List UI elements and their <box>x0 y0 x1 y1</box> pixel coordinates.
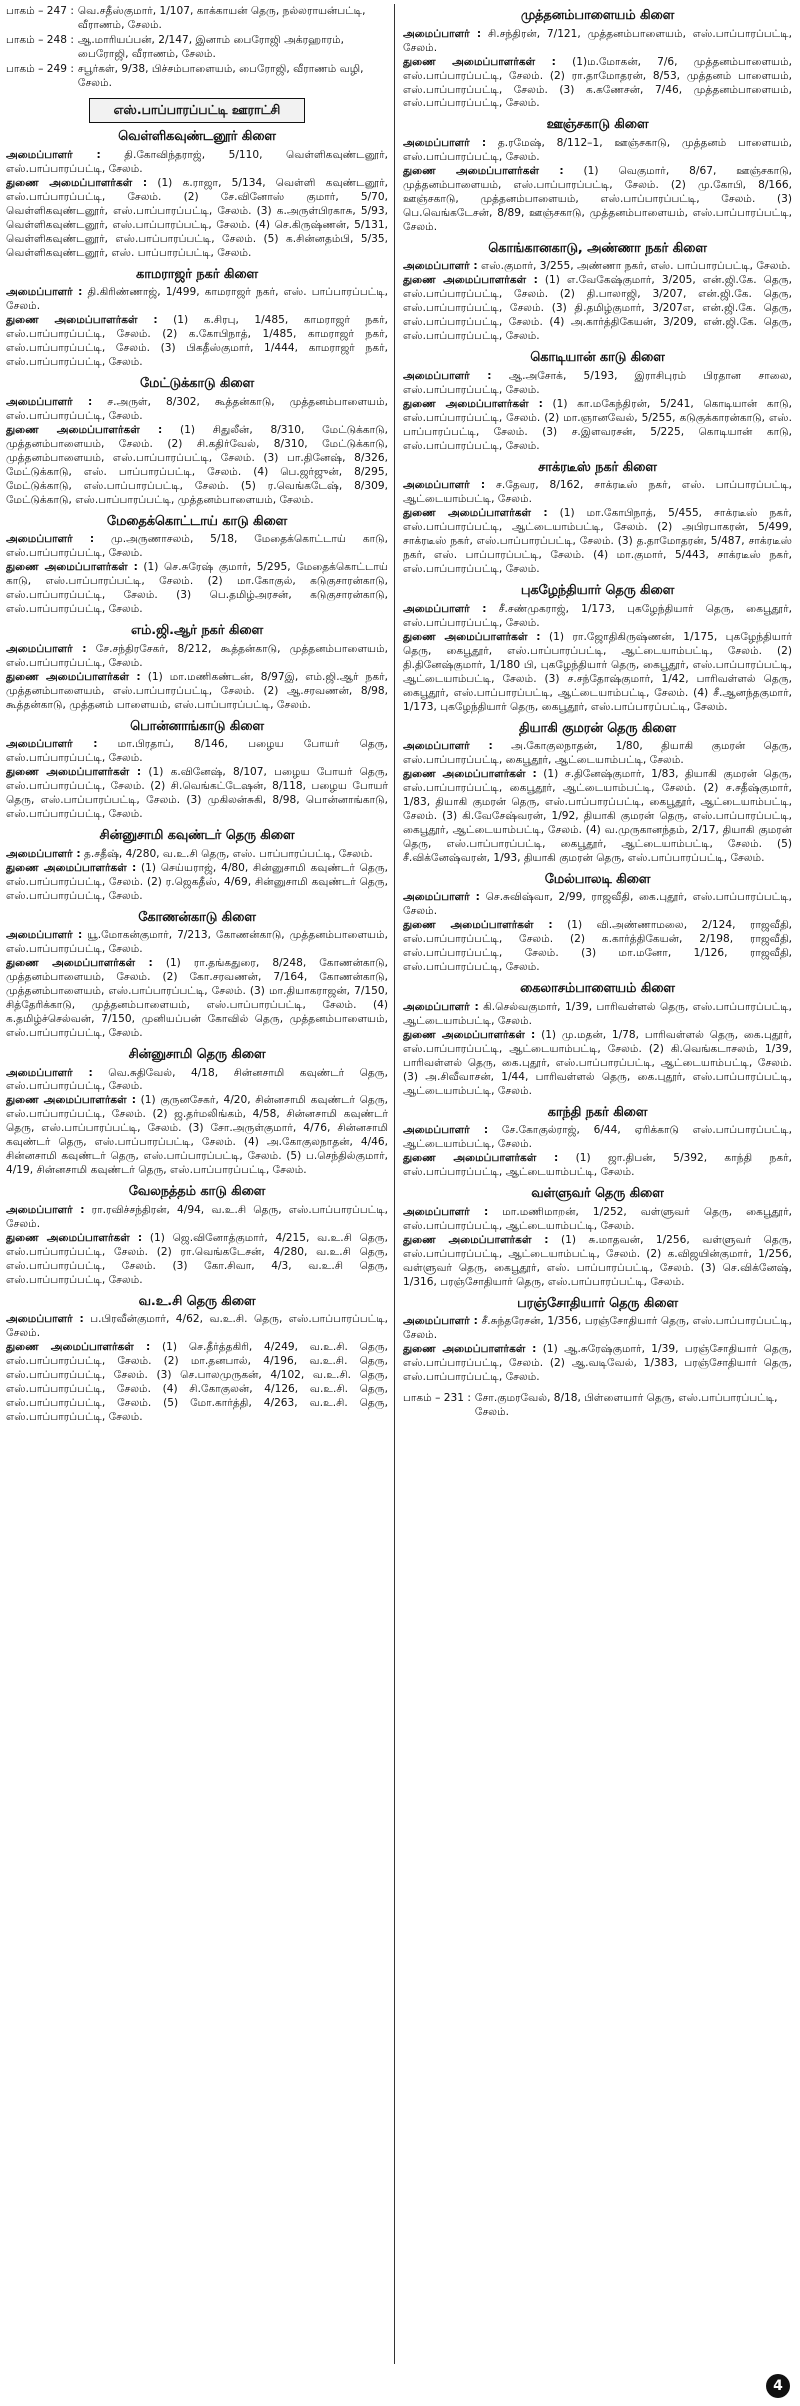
branch-section <box>403 1186 792 1289</box>
branch-section <box>6 376 388 507</box>
organizer-label: அமைப்பாளர் : <box>403 260 478 273</box>
organizer-entry <box>6 1313 388 1341</box>
organizer-text: சீ.சண்முகராஜ், 1/173, புகழேந்தியார் தெரு, கைபூதூர், எஸ்.பாப்பாரப்பட்டி, சேலம். <box>403 602 792 629</box>
union-title-banner: எஸ்.பாப்பாரப்பட்டி ஊராட்சி <box>89 98 305 123</box>
left-branch-list <box>6 129 388 1425</box>
deputy-organizers-entry <box>6 957 388 1041</box>
organizer-entry <box>403 370 792 398</box>
organizer-text: அ.கோகுலநாதன், 1/80, தியாகி குமரன் தெரு, எஸ்.பாப்பாரப்பட்டி, கைபூதூர், ஆட்டையாம்பட்டி, சேலம். <box>403 740 792 767</box>
deputy-organizers-label: துணை அமைப்பாளர்கள் : <box>6 177 148 190</box>
bagam-text: ஆ.மாரியப்பன், 2/147, இனாம் பைரோஜி அக்ரஹாரம், பைரோஜி, வீராணம், சேலம். <box>77 34 344 61</box>
bagam-number: பாகம் – 247 : <box>6 5 74 17</box>
bagam-number: பாகம் – 248 : <box>6 34 74 47</box>
deputy-organizers-label: துணை அமைப்பாளர்கள் : <box>403 507 548 520</box>
branch-title: முத்தனம்பாளையம் கிளை <box>520 8 675 23</box>
deputy-organizers-entry <box>6 766 388 822</box>
bagam-text: சோ.குமரவேல், 8/18, பிள்ளையார் தெரு, எஸ்.பாப்பாரப்பட்டி, சேலம். <box>474 1392 778 1419</box>
right-column <box>403 4 792 2364</box>
branch-section <box>6 910 388 1041</box>
organizer-label: அமைப்பாளர் : <box>6 847 81 860</box>
branch-title: தியாகி குமரன் தெரு கிளை <box>519 720 676 736</box>
deputy-organizers-text: (1) செ.சுரேஷ் குமார், 5/295, மேதைக்கொட்டாய் காடு, எஸ்.பாப்பாரப்பட்டி, சேலம். (2) மா.கோகுல், கடுகுசாரன்காடு, எஸ்.பாப்பாரப்பட்டி, சேலம். (3) பெ.தமிழ்அரசன், கடுகுசாரன்காடு, எஸ்.பாப்பாரப்பட்டி, சேலம். <box>6 561 389 616</box>
organizer-label: அமைப்பாளர் : <box>403 1124 489 1137</box>
deputy-organizers-entry <box>6 1232 388 1288</box>
deputy-organizers-text: (1) சிதுலீன், 8/310, மேட்டுக்காடு, முத்தனம்பாளையம், சேலம். (2) சி.கதிர்வேல், 8/310, மேட்டுக்காடு, முத்தனம்பாளையம், எஸ்.பாப்பாரப்பட்டி, சேலம். (3) பா.தினேஷ், 8/326, மேட்டுக்காடு, எஸ். பாப்பாரப்பட்டி, சேலம். (4) பெ.ஜர்ஜுன், 8/295, மேட்டுக்காடு, எஸ்.பாப்பாரப்பட்டி, சேலம். (5) ர.வெங்கடேஷ், 8/309, மேட்டுக்காடு, எஸ்.பாப்பாரப்பட்டி, முத்தனம்பாளையம், சேலம். <box>6 423 389 506</box>
deputy-organizers-text: (1) க.சிரபு, 1/485, காமராஜர் நகர், எஸ்.பாப்பாரப்பட்டி, சேலம். (2) க.கோபிநாத், 1/485, காமராஜர் நகர், எஸ்.பாப்பாரப்பட்டி, சேலம். (3) பிகதீஸ்குமார், 1/444, காமராஜர் நகர், எஸ்.பாப்பாரப்பட்டி, சேலம். <box>6 314 388 369</box>
deputy-organizers-text: (1) ரா.ஜோதிகிருஷ்ணன், 1/175, புகழேந்தியார் தெரு, கைபூதூர், எஸ்.பாப்பாரப்பட்டி, ஆட்டையாம்பட்டி, சேலம். (2) தி.தினேஷ்குமார், 1/180 பி, புகழேந்தியார் தெரு, கைபூதூர், எஸ்.பாப்பாரப்பட்டி, ஆட்டையாம்பட்டி, சேலம். (3) ச.சந்தோஷ்குமார், 1/42, பாரிவள்ளல் தெரு, கைபூதூர், எஸ்.பாப்பாரப்பட்டி, ஆட்டையாம்பட்டி, சேலம். (4) சீ.ஆனந்தகுமார், 1/173, புகழேந்தியார் தெரு, கைபூதூர், எஸ்.பாப்பாரப்பட்டி, சேலம். <box>403 630 792 713</box>
organizer-text: மா.பிரதாப், 8/146, பழைய போயர் தெரு, எஸ்.பாப்பாரப்பட்டி, சேலம். <box>6 738 388 765</box>
deputy-organizers-entry <box>6 177 388 261</box>
branch-title: கொடியான் காடு கிளை <box>530 350 665 366</box>
bagam-text: சபூர்கள், 9/38, பிச்சம்பாளையம், பைரோஜி, வீராணம் வழி, சேலம். <box>77 63 364 90</box>
deputy-organizers-label: துணை அமைப்பாளர்கள் : <box>6 1341 151 1354</box>
deputy-organizers-entry <box>6 1094 388 1178</box>
branch-title: கைலாசம்பாளையம் கிளை <box>520 981 675 997</box>
organizer-entry <box>6 643 388 671</box>
organizer-entry <box>403 260 792 274</box>
bagam-entry <box>6 33 388 61</box>
branch-title: கொங்கானகாடு, அண்ணா நகர் கிளை <box>488 240 707 256</box>
organizer-text: ரா.ரவிச்சந்திரன், 4/94, வ.உ.சி தெரு, எஸ்.பாப்பாரப்பட்டி, சேலம். <box>6 1203 388 1230</box>
deputy-organizers-text: (1) வெகுமார், 8/67, ஊஞ்சகாடு, முத்தனம்பாளையம், எஸ்.பாப்பாரப்பட்டி, சேலம். (2) மு.கோபி, 8/166, ஊஞ்சகாடு, முத்தனம்பாளையம், எஸ்.பாப்பாரப்பட்டி, சேலம். (3) பெ.வெங்கடேசன், 8/89, ஊஞ்சகாடு, முத்தனம்பாளையம், எஸ்.பாப்பாரப்பட்டி, சேலம். <box>403 165 792 233</box>
deputy-organizers-label: துணை அமைப்பாளர்கள் : <box>403 55 556 68</box>
deputy-organizers-label: துணை அமைப்பாளர்கள் : <box>6 1231 143 1244</box>
bottom-bagam <box>403 1391 792 1419</box>
branch-section <box>403 721 792 866</box>
deputy-organizers-entry <box>403 398 792 454</box>
organizer-text: த.ரமேஷ், 8/112–1, ஊஞ்சகாடு, முத்தனம் பாளையம், எஸ்.பாப்பாரப்பட்டி, சேலம். <box>403 137 792 164</box>
organizer-text: சீ.சுந்தரேசன், 1/356, பரஞ்சோதியார் தெரு, எஸ்.பாப்பாரப்பட்டி, சேலம். <box>403 1315 792 1342</box>
deputy-organizers-text: (1) ச.தினேஷ்குமார், 1/83, தியாகி குமரன் தெரு, எஸ்.பாப்பாரப்பட்டி, கைபூதூர், ஆட்டையாம்பட்டி, சேலம். (2) ச.சதீஷ்குமார், 1/83, தியாகி குமரன் தெரு, எஸ்.பாப்பாரப்பட்டி, கைபூதூர், ஆட்டையாம்பட்டி, சேலம். (3) கி.வேசேஷ்வரன், 1/92, தியாகி குமரன் தெரு, எஸ்.பாப்பாரப்பட்டி, கைபூதூர், ஆட்டையாம்பட்டி, சேலம். (4) வ.முருகானந்தம், 2/17, தியாகி குமரன் தெரு, எஸ்.பாப்பாரப்பட்டி, கைபூதூர், ஆட்டையாம்பட்டி, சேலம். (5) சீ.விக்னேஷ்வரன், 1/93, தியாகி குமரன் தெரு, எஸ்.பாப்பாரப்பட்டி, சேலம். <box>403 768 792 864</box>
left-column <box>6 4 395 2364</box>
organizer-entry <box>6 1067 388 1095</box>
organizer-text: கி.செல்வகுமார், 1/39, பாரிவள்ளல் தெரு, எஸ்.பாப்பாரப்பட்டி, ஆட்டையாம்பட்டி, சேலம். <box>403 1000 792 1027</box>
organizer-entry <box>6 533 388 561</box>
branch-section <box>6 267 388 370</box>
branch-title: ஊஞ்சகாடு கிளை <box>546 117 649 133</box>
deputy-organizers-label: துணை அமைப்பாளர்கள் : <box>6 314 158 327</box>
organizer-label: அமைப்பாளர் : <box>6 533 95 546</box>
organizer-entry <box>403 1124 792 1152</box>
organizer-text: தி.கோவிந்தராஜ், 5/110, வெள்ளிகவுண்டனூர், எஸ்.பாப்பாரப்பட்டி, சேலம். <box>6 149 388 176</box>
bagam-entry <box>6 62 388 90</box>
branch-section <box>403 460 792 577</box>
deputy-organizers-text: (1) ரா.தங்கதுரை, 8/248, கோணன்காடு, முத்தனம்பாளையம், சேலம். (2) கோ.சரவணன், 7/164, கோணன்காடு, முத்தனம்பாளையம், எஸ்.பாப்பாரப்பட்டி, சேலம். (3) மா.தியாகராஜன், 7/150, சித்தேரிக்காடு, முத்தனம்பாளையம், எஸ்.பாப்பாரப்பட்டி, சேலம். (4) க.தமிழ்ச்செல்வன், 7/150, முனியப்பன் கோவில் தெரு, முத்தனம்பாளையம், எஸ்.பாப்பாரப்பட்டி, சேலம். <box>6 957 388 1039</box>
deputy-organizers-text: (1) ஜா.திபன், 5/392, காந்தி நகர், எஸ்.பாப்பாரப்பட்டி, ஆட்டையாம்பட்டி, சேலம். <box>403 1152 792 1179</box>
branch-section <box>6 623 388 712</box>
deputy-organizers-entry <box>403 919 792 975</box>
deputy-organizers-text: (1) க.வினேஷ், 8/107, பழைய போயர் தெரு, எஸ்.பாப்பாரப்பட்டி, சேலம். (2) சி.வெங்கட்டேஷன், 8/118, பழைய போயர் தெரு, எஸ்.பாப்பாரப்பட்டி, சேலம். (3) முகிலன்சுகி, 8/98, பொன்னாங்காடு, எஸ்.பாப்பாரப்பட்டி, சேலம். <box>6 766 389 821</box>
deputy-organizers-text: (1) குருனசேகர், 4/20, சின்னசாமி கவுண்டர் தெரு, எஸ்.பாப்பாரப்பட்டி, சேலம். (2) ஜ.தர்மலிங்கம், 4/58, சின்னசாமி கவுண்டர் தெரு, எஸ்.பாப்பாரப்பட்டி, சேலம். (3) சோ.அருள்குமார், 4/76, சின்னசாமி கவுண்டர் தெரு, எஸ்.பாப்பாரப்பட்டி, சேலம். (4) அ.கோகுலநாதன், 4/46, சின்னசாமி கவுண்டர் தெரு, எஸ்.பாப்பாரப்பட்டி, சேலம். (5) ப.செந்தில்குமார், 4/19, சின்னசாமி கவுண்டர் தெரு, எஸ்.பாப்பாரப்பட்டி, சேலம். <box>6 1094 389 1177</box>
organizer-label: அமைப்பாளர் : <box>403 602 487 615</box>
deputy-organizers-entry <box>403 1029 792 1099</box>
deputy-organizers-label: துணை அமைப்பாளர்கள் : <box>6 1094 136 1107</box>
branch-title: பரஞ்சோதியார் தெரு கிளை <box>517 1295 678 1311</box>
branch-section <box>6 514 388 617</box>
deputy-organizers-label: துணை அமைப்பாளர்கள் : <box>403 1233 549 1246</box>
branch-section <box>403 117 792 234</box>
page-number: 4 <box>766 2374 790 2398</box>
branch-section <box>6 1047 388 1178</box>
deputy-organizers-label: துணை அமைப்பாளர்கள் : <box>6 670 141 683</box>
organizer-entry <box>403 479 792 507</box>
organizer-label: அமைப்பாளர் : <box>403 891 480 904</box>
deputy-organizers-text: (1) சு.மாதவன், 1/256, வள்ளுவர் தெரு, எஸ்.பாப்பாரப்பட்டி, ஆட்டையாம்பட்டி, சேலம். (2) க.விஜயின்குமார், 1/256, வள்ளுவர் தெரு, கைபூதூர், எஸ். பாப்பாரப்பட்டி, சேலம். (3) செ.விக்னேஷ், 1/316, பரஞ்சோதியார் தெரு, எஸ்.பாப்பாரப்பட்டி, சேலம். <box>403 1233 792 1288</box>
organizer-label: அமைப்பாளர் : <box>6 738 98 751</box>
branch-section <box>403 350 792 453</box>
organizer-text: ஆ.அசோக், 5/193, இராசிபுரம் பிரதான சாலை, எஸ்.பாப்பாரப்பட்டி, சேலம். <box>403 369 792 396</box>
organizer-label: அமைப்பாளர் : <box>403 369 492 382</box>
branch-title: வ.உ.சி தெரு கிளை <box>138 1293 256 1309</box>
branch-section <box>6 1294 388 1425</box>
deputy-organizers-label: துணை அமைப்பாளர்கள் : <box>403 768 537 781</box>
branch-section <box>6 828 388 904</box>
organizer-text: தி.கிரிண்ணாஜ், 1/499, காமராஜர் நகர், எஸ். பாப்பாரப்பட்டி, சேலம். <box>6 286 388 313</box>
branch-section <box>403 241 792 344</box>
deputy-organizers-text: (1) எ.வேகேஷ்குமார், 3/205, என்.ஜி.கே. தெரு, எஸ்.பாப்பாரப்பட்டி, சேலம். (2) தி.பாலாஜி, 3/207, என்.ஜி.கே. தெரு, எஸ்.பாப்பாரப்பட்டி, சேலம். (3) தி.தமிழ்குமார், 3/207எ, என்.ஜி.கே. தெரு, எஸ்.பாப்பாரப்பட்டி, சேலம். (4) அ.கார்த்திகேயன், 3/209, என்.ஜி.கே. தெரு, எஸ்.பாப்பாரப்பட்டி, சேலம். <box>403 274 792 343</box>
branch-title: பொன்னாங்காடு கிளை <box>130 718 264 734</box>
branch-title: காமராஜர் நகர் கிளை <box>136 266 258 282</box>
branch-title: மேட்டுக்காடு கிளை <box>139 376 255 392</box>
bagam-entry <box>6 4 388 32</box>
bagam-text: வெ.சதீஸ்குமார், 1/107, காக்காயன் தெரு, நல்லராயன்பட்டி, வீராணம், சேலம். <box>77 5 366 32</box>
organizer-entry <box>6 396 388 424</box>
deputy-organizers-text: (1) ஆ.சுரேஷ்குமார், 1/39, பரஞ்சோதியார் தெரு, எஸ்.பாப்பாரப்பட்டி, சேலம். (2) ஆ.வடிவேல், 1/383, பரஞ்சோதியார் தெரு, எஸ்.பாப்பாரப்பட்டி, சேலம். <box>403 1343 792 1384</box>
deputy-organizers-entry <box>403 165 792 235</box>
deputy-organizers-text: (1)ம.மோகன், 7/6, முத்தனம்பாளையம், எஸ்.பாப்பாரப்பட்டி, சேலம். (2) ரா.தாமோதரன், 8/53, முத்தனம் பாளையம், எஸ்.பாப்பாரப்பட்டி, சேலம். (3) க.கணேசன், 7/46, முத்தனம்பாளையம், எஸ்.பாப்பாரப்பட்டி, சேலம். <box>403 55 792 110</box>
deputy-organizers-label: துணை அமைப்பாளர்கள் : <box>403 165 564 177</box>
organizer-text: எஸ்.குமார், 3/255, அண்ணா நகர், எஸ். பாப்பாரப்பட்டி, சேலம். <box>481 260 791 273</box>
organizer-entry <box>403 603 792 631</box>
organizer-label: அமைப்பாளர் : <box>6 929 83 942</box>
deputy-organizers-label: துணை அமைப்பாளர்கள் : <box>6 861 137 874</box>
deputy-organizers-text: (1) செ.தீர்த்தகிரி, 4/249, வ.உ.சி. தெரு, எஸ்.பாப்பாரப்பட்டி, சேலம். (2) மா.தனபால், 4/196, வ.உ.சி. தெரு, எஸ்.பாப்பாரப்பட்டி, சேலம். (3) செ.பாலமுருகன், 4/102, வ.உ.சி. தெரு, எஸ்.பாப்பாரப்பட்டி, சேலம். (4) சி.கோகுலன், 4/126, வ.உ.சி. தெரு, எஸ்.பாப்பாரப்பட்டி, சேலம். (5) மோ.கார்த்தி, 4/263, வ.உ.சி. தெரு, எஸ்.பாப்பாரப்பட்டி, சேலம். <box>6 1341 389 1424</box>
top-bagam-list <box>6 4 388 90</box>
deputy-organizers-entry <box>6 1341 388 1425</box>
bagam-number: பாகம் – 249 : <box>6 63 74 76</box>
organizer-label: அமைப்பாளர் : <box>403 1000 479 1013</box>
deputy-organizers-entry <box>403 1234 792 1290</box>
organizer-text: ச.அருள், 8/302, கூத்தன்காடு, முத்தனம்பாளையம், எஸ்.பாப்பாரப்பட்டி, சேலம். <box>6 395 388 422</box>
deputy-organizers-label: துணை அமைப்பாளர்கள் : <box>403 274 538 287</box>
branch-title: வேலநத்தம் காடு கிளை <box>128 1184 266 1200</box>
branch-section <box>403 1105 792 1181</box>
organizer-entry <box>403 28 792 56</box>
organizer-text: யூ.மோகன்குமார், 7/213, கோணன்காடு, முத்தனம்பாளையம், எஸ்.பாப்பாரப்பட்டி, சேலம். <box>6 929 388 956</box>
branch-section <box>6 719 388 822</box>
branch-title: புகழேந்தியார் தெரு கிளை <box>520 583 675 599</box>
organizer-entry <box>6 738 388 766</box>
organizer-label: அமைப்பாளர் : <box>403 27 482 40</box>
organizer-entry <box>6 286 388 314</box>
deputy-organizers-entry <box>6 671 388 713</box>
organizer-text: சே.சந்திரசேகர், 8/212, கூத்தன்காடு, முத்தனம்பாளையம், எஸ்.பாப்பாரப்பட்டி, சேலம். <box>6 642 388 669</box>
branch-title: காந்தி நகர் கிளை <box>547 1104 648 1120</box>
deputy-organizers-label: துணை அமைப்பாளர்கள் : <box>403 397 543 410</box>
deputy-organizers-entry <box>403 1343 792 1385</box>
organizer-text: ப.பிரவீன்குமார், 4/62, வ.உ.சி. தெரு, எஸ்.பாப்பாரப்பட்டி, சேலம். <box>6 1313 388 1340</box>
branch-title: மேல்பாலடி கிளை <box>544 871 651 887</box>
organizer-text: செ.சுவிஷ்வா, 2/99, ராஜவீதி, கை.புதூர், எஸ்.பாப்பாரப்பட்டி, சேலம். <box>403 891 792 918</box>
organizer-label: அமைப்பாளர் : <box>6 1203 85 1216</box>
organizer-entry <box>403 137 792 165</box>
organizer-entry <box>6 848 388 862</box>
deputy-organizers-entry <box>403 768 792 866</box>
deputy-organizers-entry <box>403 631 792 715</box>
organizer-label: அமைப்பாளர் : <box>6 395 93 408</box>
organizer-entry <box>6 149 388 177</box>
bagam-number: பாகம் – 231 : <box>403 1392 471 1405</box>
organizer-text: த.சதீஷ், 4/280, வ.உ.சி தெரு, எஸ். பாப்பாரப்பட்டி, சேலம். <box>84 847 373 860</box>
organizer-text: மு.அருணாசலம், 5/18, மேதைக்கொட்டாய் காடு, எஸ்.பாப்பாரப்பட்டி, சேலம். <box>6 533 388 560</box>
branch-title: மேதைக்கொட்டாய் காடு கிளை <box>106 513 288 529</box>
branch-title: சாக்ரடீஸ் நகர் கிளை <box>538 459 657 475</box>
branch-title: வெள்ளிகவுண்டனூர் கிளை <box>118 129 276 145</box>
deputy-organizers-label: துணை அமைப்பாளர்கள் : <box>403 1343 537 1356</box>
deputy-organizers-text: (1) க.ராஜா, 5/134, வெள்ளி கவுண்டனூர், எஸ்.பாப்பாரப்பட்டி, சேலம். (2) சே.வினோஸ் குமார், 5/70, வெள்ளிகவுண்டனூர், எஸ்.பாப்பாரப்பட்டி, சேலம். (3) க.அருள்பிரகாசு, 5/93, வெள்ளிகவுண்டனூர், எஸ்.பாப்பாரப்பட்டி, சேலம். (4) செ.கிருஷ்ணன், 5/131, வெள்ளிகவுண்டனூர், எஸ்.பாப்பாரப்பட்டி, சேலம். (5) க.சின்னதம்பி, 5/35, வெள்ளிகவுண்டனூர், எஸ். பாப்பாரப்பட்டி, சேலம். <box>6 177 388 259</box>
deputy-organizers-entry <box>6 314 388 370</box>
organizer-label: அமைப்பாளர் : <box>403 137 487 150</box>
branch-section <box>6 129 388 260</box>
organizer-label: அமைப்பாளர் : <box>6 642 87 655</box>
organizer-text: சே.கோகுல்ராஜ், 6/44, ஏரிக்காடு எஸ்.பாப்பாரப்பட்டி, ஆட்டையாம்பட்டி, சேலம். <box>403 1124 792 1151</box>
branch-section <box>6 1184 388 1287</box>
right-branch-list <box>403 8 792 1385</box>
organizer-entry <box>6 1204 388 1232</box>
deputy-organizers-label: துணை அமைப்பாளர்கள் : <box>6 766 142 779</box>
deputy-organizers-label: துணை அமைப்பாளர்கள் : <box>403 919 553 932</box>
deputy-organizers-entry <box>6 561 388 617</box>
organizer-entry <box>403 740 792 768</box>
organizer-text: சி.சந்திரன், 7/121, முத்தனம்பாளையம், எஸ்.பாப்பாரப்பட்டி, சேலம். <box>403 27 792 54</box>
deputy-organizers-label: துணை அமைப்பாளர்கள் : <box>6 957 153 970</box>
organizer-label: அமைப்பாளர் : <box>6 149 101 162</box>
branch-section <box>403 8 792 111</box>
deputy-organizers-text: (1) மு.மதன், 1/78, பாரிவள்ளல் தெரு, கை.புதூர், எஸ்.பாப்பாரப்பட்டி, ஆட்டையாம்பட்டி, சேலம். (2) கி.வெங்கடாசலம், 1/39, பாரிவள்ளல் தெரு, கை.புதூர், எஸ்.பாப்பாரப்பட்டி, ஆட்டையாம்பட்டி, சேலம். (3) அ.சிவீவாசன், 1/44, பாரிவள்ளல் தெரு, கை.புதூர், எஸ்.பாப்பாரப்பட்டி, ஆட்டையாம்பட்டி, சேலம். <box>403 1028 792 1097</box>
organizer-text: ச.தேவர, 8/162, சாக்ரடீஸ் நகர், எஸ். பாப்பாரப்பட்டி, ஆட்டையாம்பட்டி, சேலம். <box>403 479 792 506</box>
organizer-entry <box>403 1315 792 1343</box>
organizer-label: அமைப்பாளர் : <box>403 479 486 492</box>
organizer-label: அமைப்பாளர் : <box>6 1313 84 1326</box>
deputy-organizers-entry <box>403 507 792 577</box>
organizer-entry <box>403 1001 792 1029</box>
branch-title: சின்னுசாமி கவுண்டர் தெரு கிளை <box>99 828 295 843</box>
deputy-organizers-text: (1) மா.கோபிநாத், 5/455, சாக்ரடீஸ் நகர், எஸ்.பாப்பாரப்பட்டி, ஆட்டையாம்பட்டி, சேலம். (2) அபிரபாகரன், 5/499, சாக்ரடீஸ் நகர், எஸ்.பாப்பாரப்பட்டி, சேலம். (3) த.தாமோதரன், 5/487, சாக்ரடீஸ் நகர், எஸ். பாப்பாரப்பட்டி, சேலம். (4) மா.குமார், 5/443, சாக்ரடீஸ் நகர், எஸ்.பாப்பாரப்பட்டி, சேலம். <box>403 507 792 576</box>
organizer-entry <box>403 1206 792 1234</box>
organizer-entry <box>6 929 388 957</box>
branch-title: சின்னுசாமி தெரு கிளை <box>128 1046 266 1062</box>
deputy-organizers-entry <box>6 862 388 904</box>
organizer-label: அமைப்பாளர் : <box>6 1066 93 1079</box>
organizer-label: அமைப்பாளர் : <box>6 286 83 299</box>
deputy-organizers-label: துணை அமைப்பாளர்கள் : <box>6 561 138 574</box>
organizer-label: அமைப்பாளர் : <box>403 740 493 753</box>
branch-section <box>403 981 792 1098</box>
branch-title: கோணன்காடு கிளை <box>138 909 256 925</box>
deputy-organizers-label: துணை அமைப்பாளர்கள் : <box>6 423 163 436</box>
organizer-entry <box>403 891 792 919</box>
branch-section <box>403 583 792 714</box>
organizer-label: அமைப்பாளர் : <box>403 1315 478 1328</box>
organizer-label: அமைப்பாளர் : <box>403 1205 489 1218</box>
deputy-organizers-label: துணை அமைப்பாளர்கள் : <box>403 1028 536 1041</box>
deputy-organizers-label: துணை அமைப்பாளர்கள் : <box>403 1152 559 1165</box>
deputy-organizers-text: (1) செய்யராஜ், 4/80, சின்னுசாமி கவுண்டர் தெரு, எஸ்.பாப்பாரப்பட்டி, சேலம். (2) ர.ஜெகதீஸ், 4/69, சின்னுசாமி கவுண்டர் தெரு, எஸ்.பாப்பாரப்பட்டி, சேலம். <box>6 861 389 902</box>
deputy-organizers-entry <box>6 424 388 508</box>
deputy-organizers-text: (1) மா.மணிகண்டன், 8/97இ, எம்.ஜி.ஆர் நகர், முத்தனம்பாளையம், எஸ்.பாப்பாரப்பட்டி, சேலம். (2) ஆ.சரவணன், 8/98, கூத்தன்காடு, முத்தனம் பாளையம், எஸ்.பாப்பாரப்பட்டி, சேலம். <box>6 670 388 711</box>
deputy-organizers-text: (1) வி.அண்ணாமலை, 2/124, ராஜவீதி, எஸ்.பாப்பாரப்பட்டி, சேலம். (2) க.கார்த்திகேயன், 2/198, ராஜவீதி, எஸ்.பாப்பாரப்பட்டி, சேலம். (3) மா.மனோ, 1/126, ராஜவீதி, எஸ்.பாப்பாரப்பட்டி, சேலம். <box>403 919 792 974</box>
deputy-organizers-text: (1) ஜெ.வினோத்குமார், 4/215, வ.உ.சி தெரு, எஸ்.பாப்பாரப்பட்டி, சேலம். (2) ரா.வெங்கடேசன், 4/280, வ.உ.சி தெரு, எஸ்.பாப்பாரப்பட்டி, சேலம். (3) கோ.சிவா, 4/3, வ.உ.சி தெரு, எஸ்.பாப்பாரப்பட்டி, சேலம். <box>6 1231 388 1286</box>
deputy-organizers-entry <box>403 56 792 112</box>
deputy-organizers-entry <box>403 1152 792 1180</box>
organizer-text: வெ.சுதிவேல், 4/18, சின்னசாமி கவுண்டர் தெரு, எஸ்.பாப்பாரப்பட்டி, சேலம். <box>6 1066 388 1093</box>
branch-title: எம்.ஜி.ஆர் நகர் கிளை <box>130 623 264 639</box>
deputy-organizers-label: துணை அமைப்பாளர்கள் : <box>403 630 541 643</box>
organizer-text: மா.மணிமாறன், 1/252, வள்ளுவர் தெரு, கைபூதூர், எஸ்.பாப்பாரப்பட்டி, ஆட்டையாம்பட்டி, சேலம். <box>403 1205 792 1232</box>
deputy-organizers-text: (1) கா.மகேந்திரன், 5/241, கொடியான் காடு, எஸ்.பாப்பாரப்பட்டி, சேலம். (2) மா.ஞானவேல், 5/255, கடுகுக்காரன்காடு, எஸ். பாப்பாரப்பட்டி, சேலம். (3) ச.இளவரசன், 5/225, கொடியான் காடு, எஸ்.பாப்பாரப்பட்டி, சேலம். <box>403 397 792 452</box>
branch-section <box>403 872 792 975</box>
branch-title: வள்ளுவர் தெரு கிளை <box>531 1186 664 1202</box>
branch-section <box>403 1296 792 1385</box>
deputy-organizers-entry <box>403 274 792 344</box>
